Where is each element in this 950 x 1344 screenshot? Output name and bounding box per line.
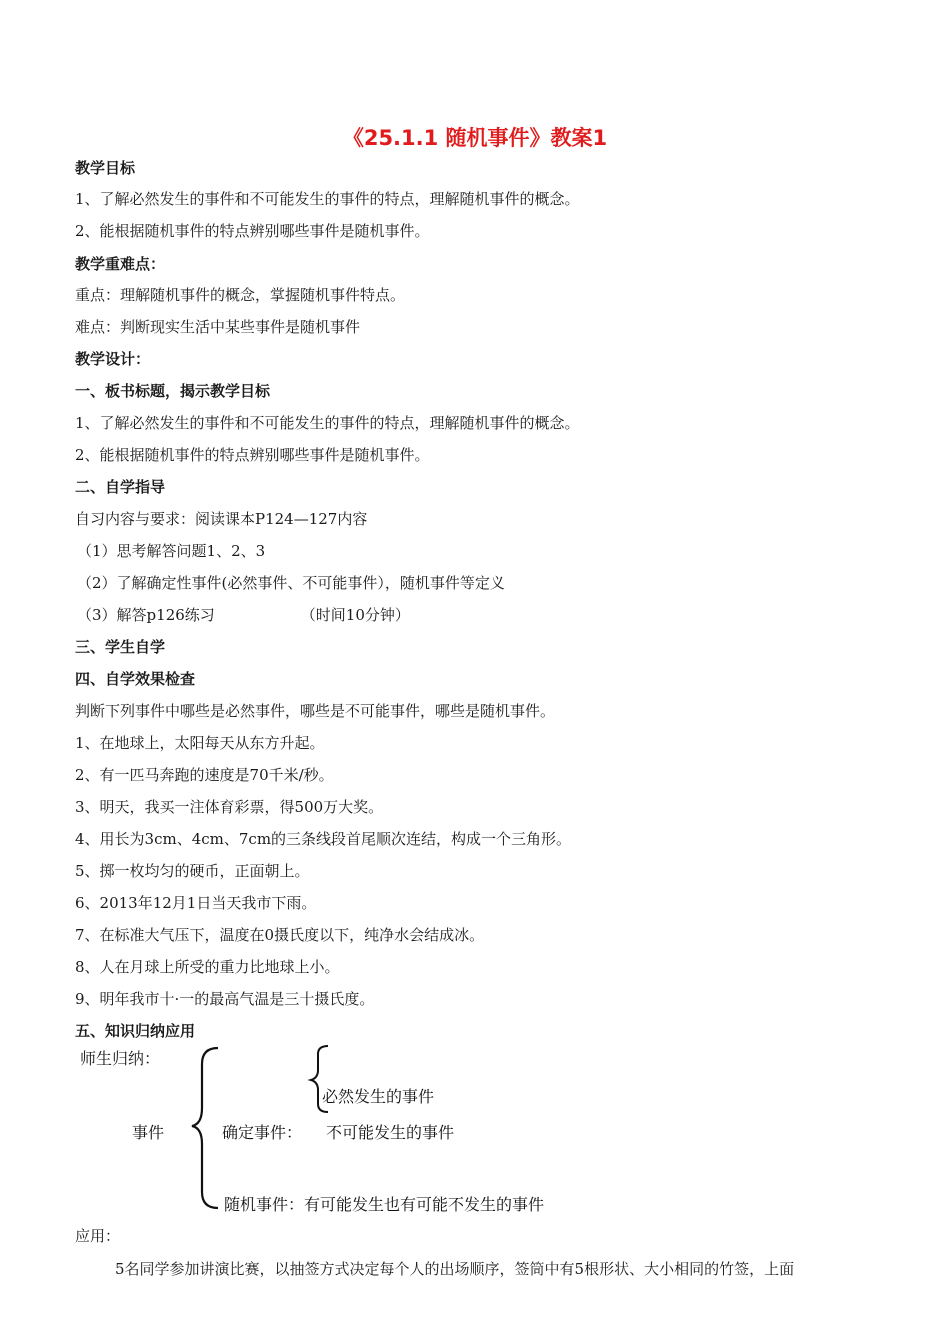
objective-item: 2、能根据随机事件的特点辨别哪些事件是随机事件。 <box>75 222 430 240</box>
section2-step3-text: （3）解答p126练习 <box>77 606 215 624</box>
section2-intro: 自习内容与要求：阅读课本P124—127内容 <box>75 510 368 528</box>
section4-heading: 四、自学效果检查 <box>75 670 196 688</box>
key-points-heading: 教学重难点： <box>75 255 166 273</box>
check-item: 6、2013年12月1日当天我市下雨。 <box>75 894 317 912</box>
outer-brace <box>192 1048 218 1208</box>
summary-label: 师生归纳： <box>80 1049 161 1068</box>
section1-heading: 一、板书标题，揭示教学目标 <box>75 382 271 400</box>
check-item: 2、有一匹马奔跑的速度是70千米/秒。 <box>75 766 334 784</box>
check-item: 9、明年我市十·一的最高气温是三十摄氏度。 <box>75 990 375 1008</box>
event-classification-diagram <box>78 1040 598 1220</box>
check-item: 1、在地球上，太阳每天从东方升起。 <box>75 734 325 752</box>
section2-step3-time: （时间10分钟） <box>300 606 410 624</box>
objectives-heading: 教学目标 <box>75 159 136 177</box>
diagram-root: 事件 <box>132 1123 165 1142</box>
check-item: 7、在标准大气压下，温度在0摄氏度以下，纯净水会结成冰。 <box>75 926 485 944</box>
check-item: 3、明天，我买一注体育彩票，得500万大奖。 <box>75 798 384 816</box>
diagram-determinate: 确定事件： <box>222 1123 303 1142</box>
section1-item: 1、了解必然发生的事件和不可能发生的事件的特点，理解随机事件的概念。 <box>75 414 580 432</box>
key-point-difficulty: 难点：判断现实生活中某些事件是随机事件 <box>75 318 361 336</box>
section3-heading: 三、学生自学 <box>75 638 166 656</box>
document-title: 《25.1.1 随机事件》教案1 <box>342 126 608 150</box>
key-point-focus: 重点：理解随机事件的概念，掌握随机事件特点。 <box>75 286 406 304</box>
section4-prompt: 判断下列事件中哪些是必然事件，哪些是不可能事件，哪些是随机事件。 <box>75 702 556 720</box>
application-text: 5名同学参加讲演比赛，以抽签方式决定每个人的出场顺序，签筒中有5根形状、大小相同的竹签，上面 <box>115 1260 795 1278</box>
check-item: 4、用长为3cm、4cm、7cm的三条线段首尾顺次连结，构成一个三角形。 <box>75 830 572 848</box>
design-heading: 教学设计： <box>75 350 151 368</box>
diagram-certain: 必然发生的事件 <box>322 1087 435 1106</box>
section1-item: 2、能根据随机事件的特点辨别哪些事件是随机事件。 <box>75 446 430 464</box>
check-item: 8、人在月球上所受的重力比地球上小。 <box>75 958 340 976</box>
section5-heading: 五、知识归纳应用 <box>75 1022 196 1040</box>
diagram-impossible: 不可能发生的事件 <box>326 1123 455 1142</box>
application-label: 应用： <box>75 1227 121 1245</box>
section2-step <box>77 605 410 625</box>
objective-item: 1、了解必然发生的事件和不可能发生的事件的特点，理解随机事件的概念。 <box>75 190 580 208</box>
section2-heading: 二、自学指导 <box>75 478 166 496</box>
section2-step: （2）了解确定性事件(必然事件、不可能事件），随机事件等定义 <box>77 574 505 592</box>
diagram-random: 随机事件：有可能发生也有可能不发生的事件 <box>224 1195 545 1214</box>
section2-step: （1）思考解答问题1、2、3 <box>77 542 266 560</box>
check-item: 5、掷一枚均匀的硬币，正面朝上。 <box>75 862 310 880</box>
